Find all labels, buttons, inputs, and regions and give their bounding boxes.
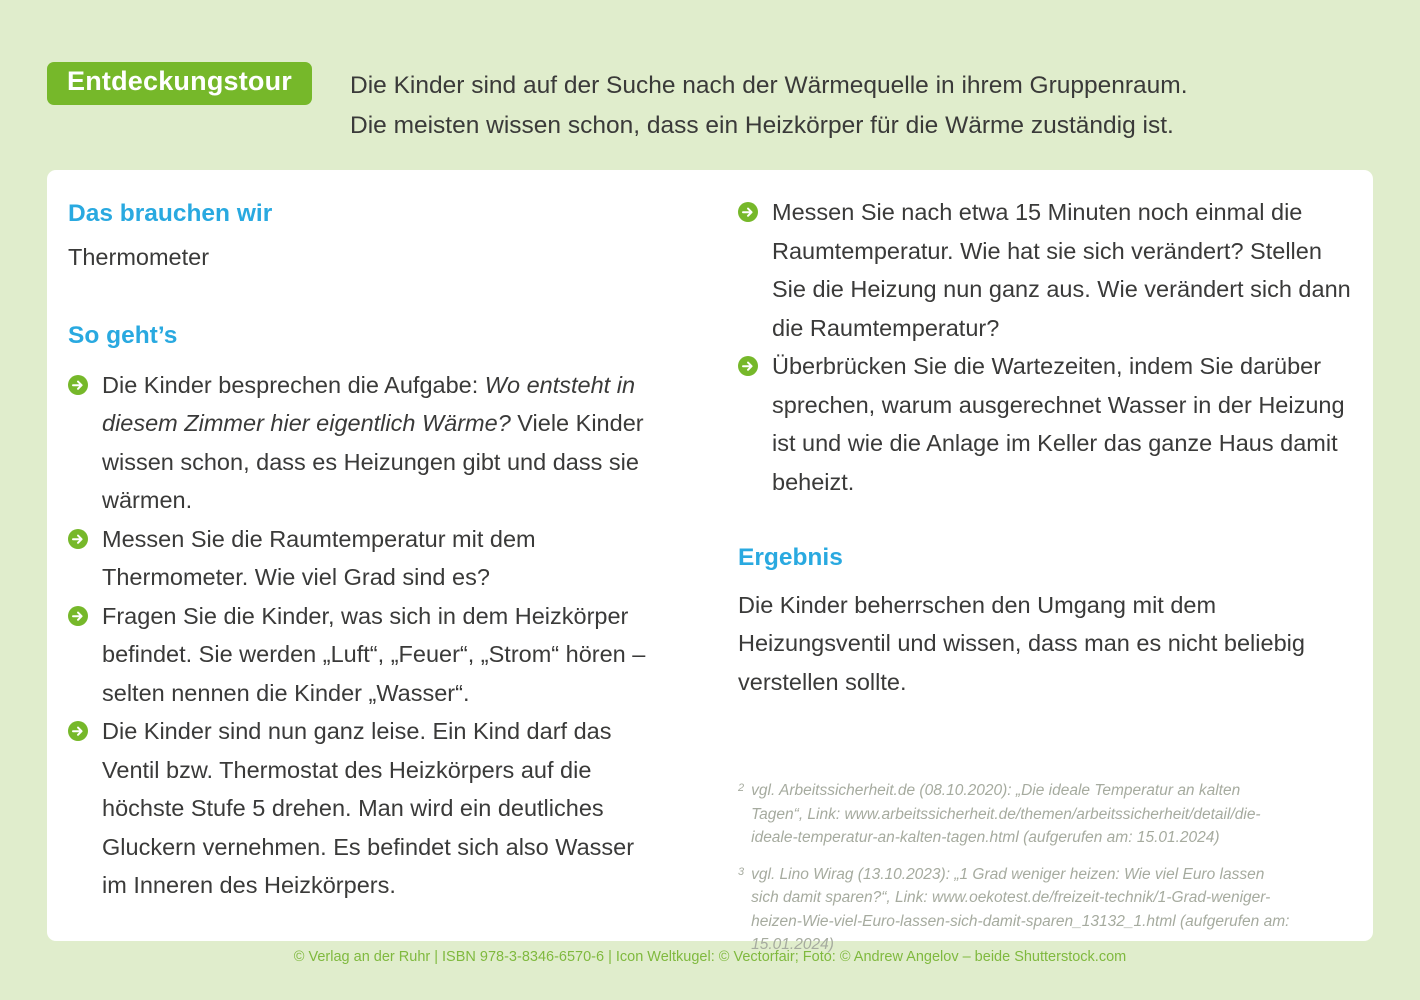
intro-line-2: Die meisten wissen schon, dass ein Heizkörper für die Wärme zuständig ist. <box>350 111 1174 139</box>
step-text: Die Kinder sind nun ganz leise. Ein Kind darf das Ventil bzw. Thermostat des Heizkörpers auf die höchste Stufe 5 drehen. Man wird ein deutliches Gluckern vernehmen. Es befindet sich also Wasser im Inneren des Heizkörpers. <box>102 718 635 899</box>
right-column <box>738 170 1356 957</box>
step-text: Überbrücken Sie die Wartezeiten, indem Sie darüber sprechen, warum ausgerechnet Wasser in der Heizung ist und wie die Anlage im Keller das ganze Haus damit beheizt. <box>772 353 1345 495</box>
left-column <box>68 170 658 905</box>
step-text-italic: Wo entsteht in diesem Zimmer hier eigentlich Wärme? <box>102 371 636 437</box>
step-item <box>738 347 1356 501</box>
step-text: Fragen Sie die Kinder, was sich in dem Heizkörper befindet. Sie werden „Luft“, „Feuer“, „Strom“ hören – selten nennen die Kinder „Wasser“. <box>102 602 646 706</box>
step-item <box>68 712 658 905</box>
procedure-steps-right <box>738 193 1356 501</box>
footnote <box>738 779 1290 850</box>
procedure-steps-left <box>68 366 658 905</box>
procedure-title: So geht’s <box>68 321 178 349</box>
arrow-bullet-icon <box>68 721 88 741</box>
step-text-part: Viele Kinder wissen schon, dass es Heizungen gibt und dass sie wärmen. <box>102 410 644 514</box>
footnote-marker: 3 <box>738 865 745 878</box>
intro-line-1: Die Kinder sind auf der Suche nach der Wärmequelle in ihrem Gruppenraum. <box>350 72 1188 99</box>
arrow-bullet-icon <box>68 606 88 626</box>
step-text: Messen Sie die Raumtemperatur mit dem Thermometer. Wie viel Grad sind es? <box>102 525 536 591</box>
footnote-marker: 2 <box>738 782 745 795</box>
arrow-bullet-icon <box>68 529 88 549</box>
content-card <box>47 170 1373 954</box>
result-title: Ergebnis <box>738 544 843 571</box>
footer-credits: © Verlag an der Ruhr | ISBN 978-3-8346-6570-6 | Icon Weltkugel: © Vectorfair; Foto: © Andrew Angelov – beide Shutterstock.com <box>293 949 1127 965</box>
step-item <box>68 366 658 520</box>
footnote <box>738 863 1290 957</box>
footnotes <box>738 779 1290 957</box>
materials-title: Das brauchen wir <box>68 200 273 227</box>
result-text: Die Kinder beherrschen den Umgang mit dem Heizungsventil und wissen, dass man es nicht beliebig verstellen sollte. <box>738 591 1305 695</box>
arrow-bullet-icon <box>738 356 758 376</box>
step-item <box>68 520 658 597</box>
section-badge: Entdeckungstour <box>47 62 312 105</box>
materials-text: Thermometer <box>68 243 210 270</box>
arrow-bullet-icon <box>738 202 758 222</box>
step-item <box>738 193 1356 347</box>
step-item <box>68 597 658 713</box>
step-text-part: Die Kinder besprechen die Aufgabe: <box>102 371 485 398</box>
footnote-text: vgl. Arbeitssicherheit.de (08.10.2020): „Die ideale Temperatur an kalten Tagen“, Link: www.arbeitssicherheit.de/themen/arbeitssicherheit/detail/die-ideale-temperatur-an-kalten-tagen.html (aufgerufen am: 15.01.2024) <box>751 782 1261 847</box>
intro-text <box>350 66 1188 145</box>
arrow-bullet-icon <box>68 375 88 395</box>
step-text: Messen Sie nach etwa 15 Minuten noch einmal die Raumtemperatur. Wie hat sie sich verändert? Stellen Sie die Heizung nun ganz aus. Wie verändert sich dann die Raumtemperatur? <box>772 199 1351 341</box>
footnote-text: vgl. Lino Wirag (13.10.2023): „1 Grad weniger heizen: Wie viel Euro lassen sich damit sparen?“, Link: www.oekotest.de/freizeit-technik/1-Grad-weniger-heizen-Wie-viel-Euro-lassen-sich-damit-sparen_13132_1.html (aufgerufen am: 15.01.2024) <box>751 865 1290 954</box>
step-text <box>102 366 658 520</box>
